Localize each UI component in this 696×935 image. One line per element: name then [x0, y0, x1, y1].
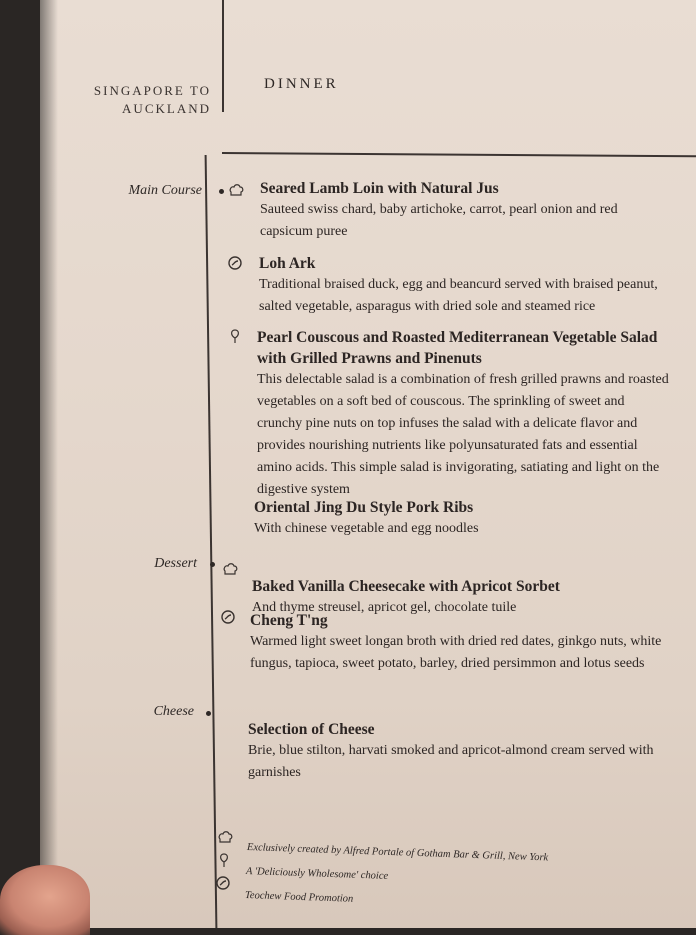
dish-title: Pearl Couscous and Roasted Mediterranean Vegetable Salad with Grilled Prawns and Pinenuts	[257, 329, 658, 367]
section-marker	[219, 189, 224, 194]
dish-title: Baked Vanilla Cheesecake with Apricot Sorbet	[252, 578, 560, 595]
finger-photo-artifact	[0, 865, 90, 935]
dish-description: Brie, blue stilton, harvati smoked and apricot-almond cream served with garnishes	[248, 743, 654, 780]
footer-teochew-note: Teochew Food Promotion	[244, 890, 354, 905]
dish-title: Selection of Cheese	[248, 721, 375, 738]
dish-item	[254, 497, 669, 540]
section-main-course: Main Course	[128, 183, 202, 198]
chef-hat-icon	[217, 829, 233, 845]
dish-title: Cheng T'ng	[250, 612, 328, 629]
dish-item	[260, 178, 660, 243]
route-origin: SINGAPORE TO	[93, 83, 211, 98]
footer-wholesome-note: A 'Deliciously Wholesome' choice	[245, 866, 389, 882]
section-marker	[210, 562, 215, 567]
dish-title: Loh Ark	[259, 255, 316, 272]
meal-title: DINNER	[264, 76, 339, 92]
wholesome-icon	[227, 328, 243, 344]
route-destination: AUCKLAND	[122, 101, 211, 116]
chef-hat-icon	[222, 561, 238, 577]
page-edge-shadow	[40, 0, 58, 928]
dish-description: This delectable salad is a combination of fresh grilled prawns and roasted vegetables on a soft bed of couscous. The sprinkling of sweet and crunchy pine nuts on top infuses the salad with a delicate flavor and provides nourishing nutrients like polyunsaturated fats and essential amino acids. This simple salad is invigorating, satiating and light on the digestive system	[257, 372, 669, 497]
section-dessert: Dessert	[154, 556, 197, 571]
dish-description: And thyme streusel, apricot gel, chocolate tuile	[252, 600, 517, 615]
dish-item	[248, 719, 668, 784]
footer-chef-note: Exclusively created by Alfred Portale of Gotham Bar & Grill, New York	[246, 842, 549, 864]
dish-description: Warmed light sweet longan broth with dried red dates, ginkgo nuts, white fungus, tapioca, sweet potato, barley, dried persimmon and lotus seeds	[250, 634, 662, 671]
route-label	[94, 82, 211, 118]
dish-item	[257, 327, 672, 501]
dish-title: Oriental Jing Du Style Pork Ribs	[254, 499, 474, 516]
dish-description: Traditional braised duck, egg and beancurd served with braised peanut, salted vegetable, asparagus with dried sole and steamed rice	[259, 277, 658, 314]
section-cheese: Cheese	[153, 704, 194, 719]
dish-title: Seared Lamb Loin with Natural Jus	[260, 180, 499, 197]
dish-description: Sauteed swiss chard, baby artichoke, carrot, pearl onion and red capsicum puree	[260, 202, 618, 239]
teochew-icon	[227, 255, 243, 271]
teochew-icon	[215, 875, 231, 891]
chef-hat-icon	[228, 182, 244, 198]
dish-item	[259, 253, 669, 318]
dish-description: With chinese vegetable and egg noodles	[254, 521, 479, 536]
wholesome-icon	[216, 852, 232, 868]
dish-item	[250, 610, 670, 675]
header-divider	[222, 0, 224, 112]
section-marker	[206, 711, 211, 716]
teochew-icon	[220, 609, 236, 625]
